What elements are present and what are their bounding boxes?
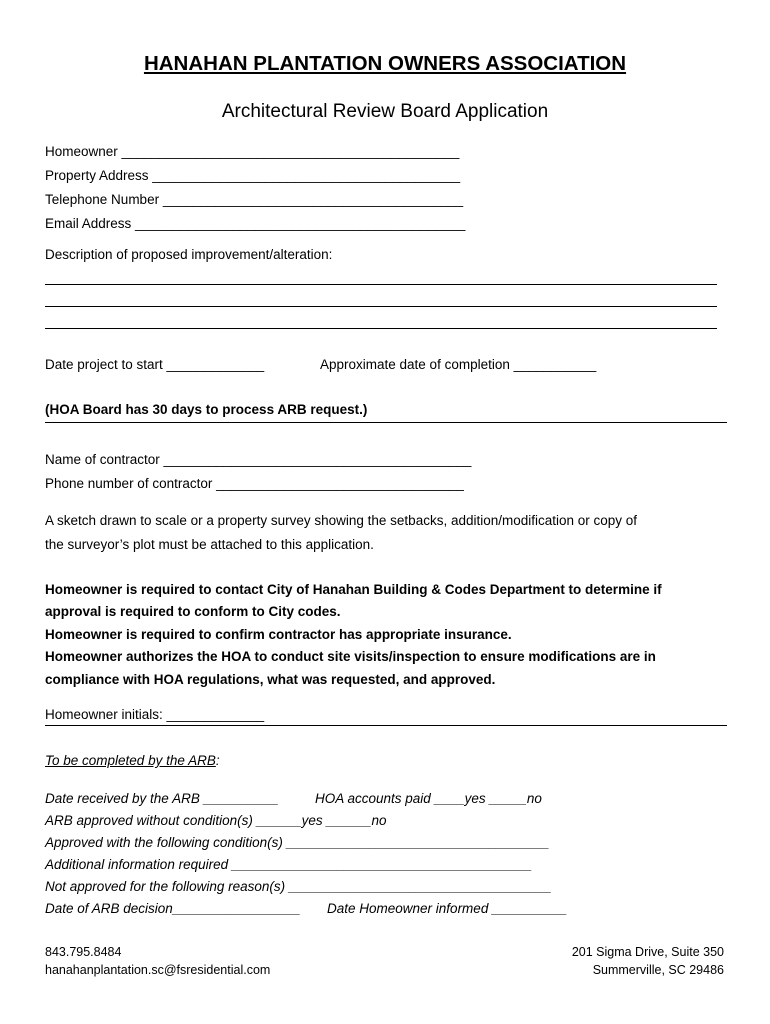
date-received-field[interactable]: Date received by the ARB __________ <box>45 791 279 806</box>
requirement-city-codes-2: approval is required to conform to City codes. <box>45 604 341 619</box>
contractor-name-field[interactable]: Name of contractor _________________________________________ <box>45 452 472 467</box>
email-field[interactable]: Email Address ____________________________________________ <box>45 216 466 231</box>
completion-date-field[interactable]: Approximate date of completion ___________ <box>320 357 597 372</box>
hoa-accounts-paid-field[interactable]: HOA accounts paid ____yes _____no <box>315 791 542 806</box>
footer-address-line-2: Summerville, SC 29486 <box>592 963 724 977</box>
description-line-3[interactable] <box>45 328 717 329</box>
homeowner-initials-field[interactable]: Homeowner initials: _____________ <box>45 707 265 722</box>
requirement-city-codes-1: Homeowner is required to contact City of Hanahan Building & Codes Department to determine if <box>45 582 662 597</box>
requirement-site-visits-1: Homeowner authorizes the HOA to conduct site visits/inspection to ensure modifications are in <box>45 649 656 664</box>
hoa-processing-note: (HOA Board has 30 days to process ARB request.) <box>45 402 368 417</box>
requirement-insurance: Homeowner is required to confirm contractor has appropriate insurance. <box>45 627 512 642</box>
page-title: HANAHAN PLANTATION OWNERS ASSOCIATION <box>143 52 627 75</box>
sketch-instructions-line-2: the surveyor’s plot must be attached to this application. <box>45 537 374 552</box>
arb-decision-date-field[interactable]: Date of ARB decision_________________ <box>45 901 301 916</box>
footer-address-line-1: 201 Sigma Drive, Suite 350 <box>571 945 724 959</box>
arb-heading-colon: : <box>215 753 220 768</box>
additional-information-field[interactable]: Additional information required ________________________________________ <box>45 857 533 872</box>
section-divider <box>45 725 727 726</box>
section-divider <box>45 422 727 423</box>
description-label: Description of proposed improvement/alteration: <box>45 247 333 262</box>
approved-with-conditions-field[interactable]: Approved with the following condition(s) ___________________________________ <box>45 835 550 850</box>
telephone-field[interactable]: Telephone Number ________________________________________ <box>45 192 464 207</box>
approved-without-conditions-field[interactable]: ARB approved without condition(s) ______yes ______no <box>45 813 387 828</box>
not-approved-reason-field[interactable]: Not approved for the following reason(s) ___________________________________ <box>45 879 552 894</box>
description-line-2[interactable] <box>45 306 717 307</box>
description-line-1[interactable] <box>45 284 717 285</box>
requirement-site-visits-2: compliance with HOA regulations, what was requested, and approved. <box>45 672 496 687</box>
property-address-field[interactable]: Property Address _________________________________________ <box>45 168 461 183</box>
arb-section-heading <box>45 752 220 770</box>
contractor-phone-field[interactable]: Phone number of contractor _________________________________ <box>45 476 464 491</box>
sketch-instructions-line-1: A sketch drawn to scale or a property survey showing the setbacks, addition/modification or copy of <box>45 513 638 528</box>
footer-email[interactable]: hanahanplantation.sc@fsresidential.com <box>45 963 271 977</box>
arb-heading-text: To be completed by the ARB <box>45 753 216 768</box>
homeowner-informed-date-field[interactable]: Date Homeowner informed __________ <box>327 901 568 916</box>
footer-phone: 843.795.8484 <box>45 945 122 959</box>
project-start-field[interactable]: Date project to start _____________ <box>45 357 265 372</box>
homeowner-field[interactable]: Homeowner _____________________________________________ <box>45 144 460 159</box>
form-subtitle: Architectural Review Board Application <box>221 101 549 122</box>
